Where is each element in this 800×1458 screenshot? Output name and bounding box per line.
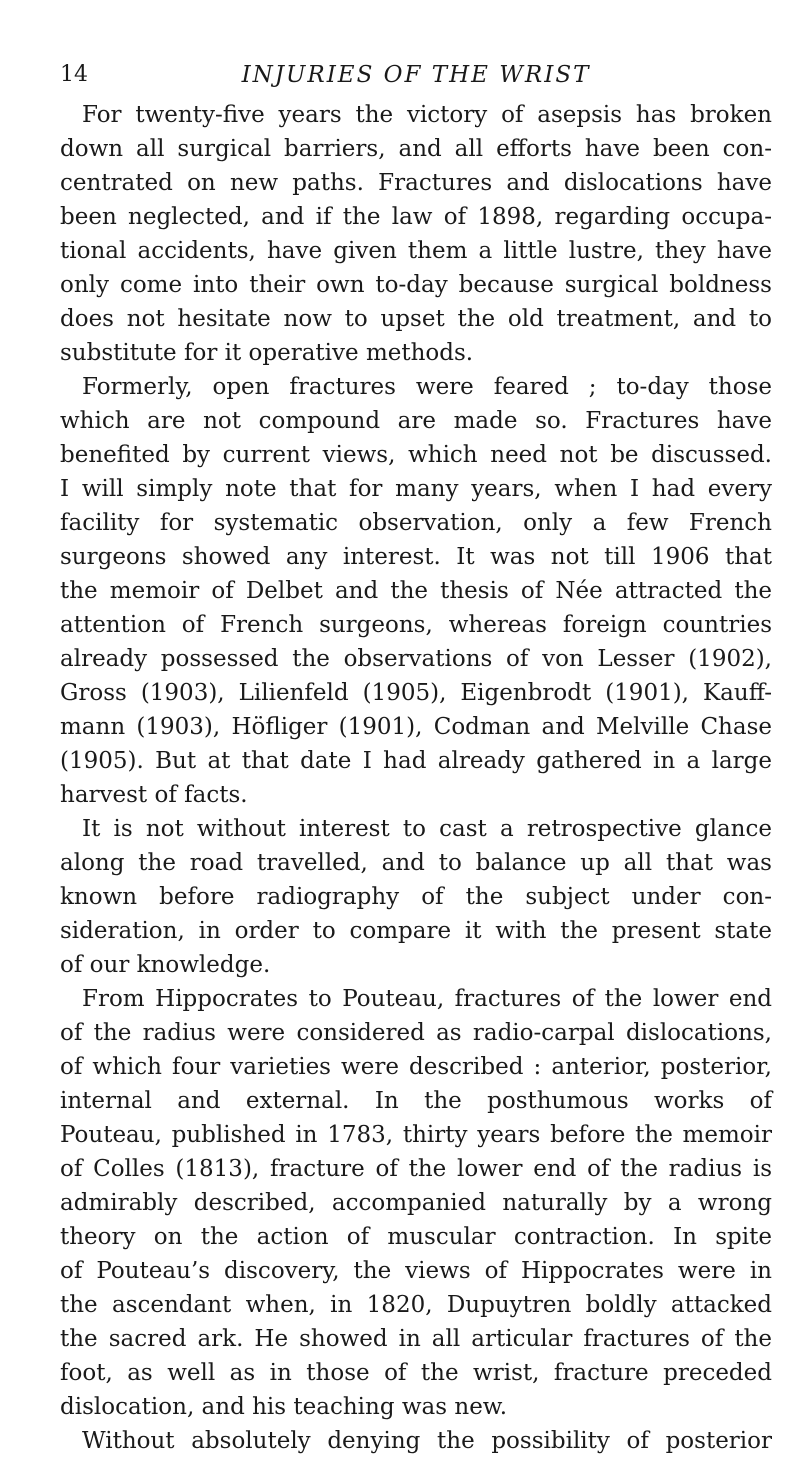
text-line: (1905). But at that date I had already gathered in a large [60, 748, 772, 774]
body-text [60, 98, 772, 1458]
text-line: I will simply note that for many years, when I had every [60, 476, 772, 502]
text-line: of the radius were considered as radio-carpal dislocations, [60, 1020, 772, 1046]
text-line: Without absolutely denying the possibility of posterior [82, 1428, 772, 1454]
running-header [60, 60, 772, 94]
text-line: the memoir of Delbet and the thesis of Née attracted the [60, 578, 772, 604]
text-line: tional accidents, have given them a little lustre, they have [60, 238, 772, 264]
text-line: surgeons showed any interest. It was not till 1906 that [60, 544, 772, 570]
text-line: From Hippocrates to Pouteau, fractures of the lower end [82, 986, 772, 1012]
text-line: harvest of facts. [60, 782, 248, 808]
text-line: foot, as well as in those of the wrist, fracture preceded [60, 1360, 772, 1386]
text-line: admirably described, accompanied naturally by a wrong [60, 1190, 772, 1216]
text-line: only come into their own to-day because surgical boldness [60, 272, 772, 298]
text-line: internal and external. In the posthumous works of [60, 1088, 772, 1114]
paragraph [60, 98, 772, 370]
text-line: which are not compound are made so. Fractures have [60, 408, 772, 434]
paragraph [60, 982, 772, 1424]
text-line: the sacred ark. He showed in all articular fractures of the [60, 1326, 772, 1352]
text-line: mann (1903), Höfliger (1901), Codman and Melville Chase [60, 714, 772, 740]
text-line: Formerly, open fractures were feared ; to-day those [82, 374, 772, 400]
text-line: benefited by current views, which need not be discussed. [60, 442, 772, 468]
text-line: does not hesitate now to upset the old treatment, and to [60, 306, 772, 332]
text-line: substitute for it operative methods. [60, 340, 474, 366]
text-line: It is not without interest to cast a retrospective glance [82, 816, 772, 842]
paragraph [60, 812, 772, 982]
running-title: INJURIES OF THE WRIST [241, 62, 591, 88]
paragraph [60, 370, 772, 812]
text-line: of which four varieties were described : anterior, posterior, [60, 1054, 772, 1080]
text-line: known before radiography of the subject under con- [60, 884, 772, 910]
book-page [60, 60, 772, 1458]
text-line: of our knowledge. [60, 952, 271, 978]
text-line: been neglected, and if the law of 1898, regarding occupa- [60, 204, 772, 230]
text-line: Pouteau, published in 1783, thirty years before the memoir [60, 1122, 772, 1148]
paragraph [60, 1424, 772, 1458]
text-line: of Pouteau’s discovery, the views of Hippocrates were in [60, 1258, 772, 1284]
text-line: of Colles (1813), fracture of the lower end of the radius is [60, 1156, 772, 1182]
text-line: Gross (1903), Lilienfeld (1905), Eigenbrodt (1901), Kauff- [60, 680, 772, 706]
text-line: down all surgical barriers, and all efforts have been con- [60, 136, 772, 162]
text-line: already possessed the observations of von Lesser (1902), [60, 646, 772, 672]
text-line: theory on the action of muscular contraction. In spite [60, 1224, 772, 1250]
text-line: the ascendant when, in 1820, Dupuytren boldly attacked [60, 1292, 772, 1318]
text-line: dislocation, and his teaching was new. [60, 1394, 508, 1420]
text-line: along the road travelled, and to balance up all that was [60, 850, 772, 876]
text-line: attention of French surgeons, whereas foreign countries [60, 612, 772, 638]
text-line: sideration, in order to compare it with the present state [60, 918, 772, 944]
page-number: 14 [60, 62, 88, 87]
text-line: facility for systematic observation, only a few French [60, 510, 772, 536]
text-line: centrated on new paths. Fractures and dislocations have [60, 170, 772, 196]
text-line: For twenty-five years the victory of asepsis has broken [82, 102, 772, 128]
